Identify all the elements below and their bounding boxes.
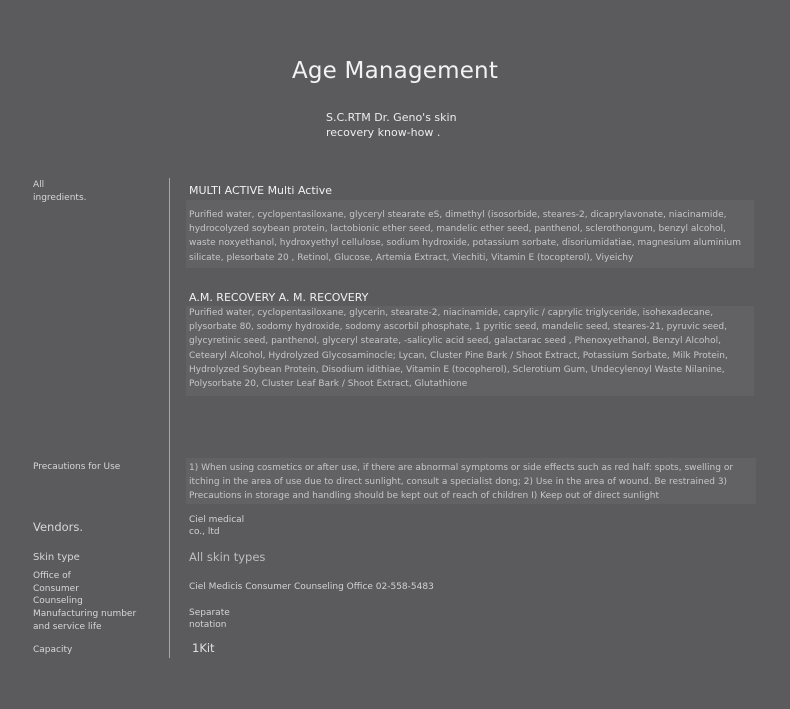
manufacturing-value-line-2: notation bbox=[189, 619, 227, 630]
vendors-label: Vendors. bbox=[33, 520, 84, 534]
section-heading: MULTI ACTIVE Multi Active bbox=[189, 184, 332, 197]
vendors-value-line-1: Ciel medical bbox=[189, 515, 245, 525]
skin-type-value: All skin types bbox=[189, 550, 266, 564]
office-label-line-1: Office of bbox=[33, 571, 71, 581]
office-label-line-3: Counseling bbox=[33, 596, 83, 606]
subtitle-line-2: recovery know-how . bbox=[326, 126, 441, 139]
subtitle-line-1: S.C.RTM Dr. Geno's skin bbox=[326, 111, 457, 124]
ingredients-section-am-recovery bbox=[189, 291, 755, 391]
manufacturing-value bbox=[189, 608, 230, 631]
capacity-label: Capacity bbox=[33, 645, 73, 655]
ingredients-label-line-1: All bbox=[33, 180, 45, 190]
ingredients-label bbox=[33, 179, 87, 204]
subtitle bbox=[326, 110, 496, 140]
vertical-divider bbox=[169, 178, 170, 658]
office-label bbox=[33, 570, 83, 608]
manufacturing-label-line-1: Manufacturing number bbox=[33, 609, 137, 619]
page-title: Age Management bbox=[291, 58, 499, 84]
ingredients-label-line-2: ingredients. bbox=[33, 192, 87, 203]
vendors-value-line-2: co., ltd bbox=[189, 526, 220, 537]
office-value: Ciel Medicis Consumer Counseling Office 02-558-5483 bbox=[189, 582, 434, 592]
manufacturing-value-line-1: Separate bbox=[189, 608, 230, 618]
ingredients-text: Purified water, cyclopentasiloxane, glycerin, stearate-2, niacinamide, caprylic / caprylic triglyceride, isohexadecane, plysorbate 80, sodomy hydroxide, sodomy ascorbil phosphate, 1 pyritic seed, mandelic seed, steares-21, pyruvic seed, glycyretinic seed, panthenol, glyceryl stearate, -salicylic acid seed, galactarac seed , Phenoxyethanol, Benzyl Alcohol, Cetearyl Alcohol, Hydrolyzed Glycosaminocle; Lycan, Cluster Pine Bark / Shoot Extract, Potassium Sorbate, Milk Protein, Hydrolyzed Soybean Protein, Disodium idithiae, Vitamin E (tocopherol), Sclerotium Gum, Undecylenoyl Waste Nilanine, Polysorbate 20, Cluster Leaf Bark / Shoot Extract, Glutathione bbox=[189, 308, 728, 390]
manufacturing-label bbox=[33, 608, 136, 633]
office-label-line-2: Consumer bbox=[33, 583, 79, 594]
skin-type-label: Skin type bbox=[33, 552, 80, 563]
capacity-value: 1Kit bbox=[192, 641, 215, 655]
ingredients-text: Purified water, cyclopentasiloxane, glyceryl stearate eS, dimethyl (isosorbide, steares-2, dicaprylavonate, niacinamide, hydrocolyzed soybean protein, lactobionic ether seed, mandelic ether seed, panthenol, sclerothongum, benzyl alcohol, waste noxyethanol, hydroxyethyl cellulose, sodium hydroxide, potassium sorbate, disoriumidatiae, magnesium aluminium silicate, plesorbate 20 , Retinol, Glucose, Artemia Extract, Viechiti, Vitamin E (tocopterol), Viyeichy bbox=[189, 210, 741, 263]
precautions-label: Precautions for Use bbox=[33, 462, 121, 472]
ingredients-section-multi-active bbox=[189, 184, 755, 265]
precautions-text: 1) When using cosmetics or after use, if there are abnormal symptoms or side effects such as red half: spots, swelling or itching in the area of use due to direct sunlight, consult a specialist dong; 2) Use in the area of wound. Be restrained 3) Precautions in storage and handling should be kept out of reach of children I) Keep out of direct sunlight bbox=[189, 463, 734, 502]
manufacturing-label-line-2: and service life bbox=[33, 621, 102, 632]
vendors-value bbox=[189, 515, 244, 538]
section-heading: A.M. RECOVERY A. M. RECOVERY bbox=[189, 291, 369, 304]
